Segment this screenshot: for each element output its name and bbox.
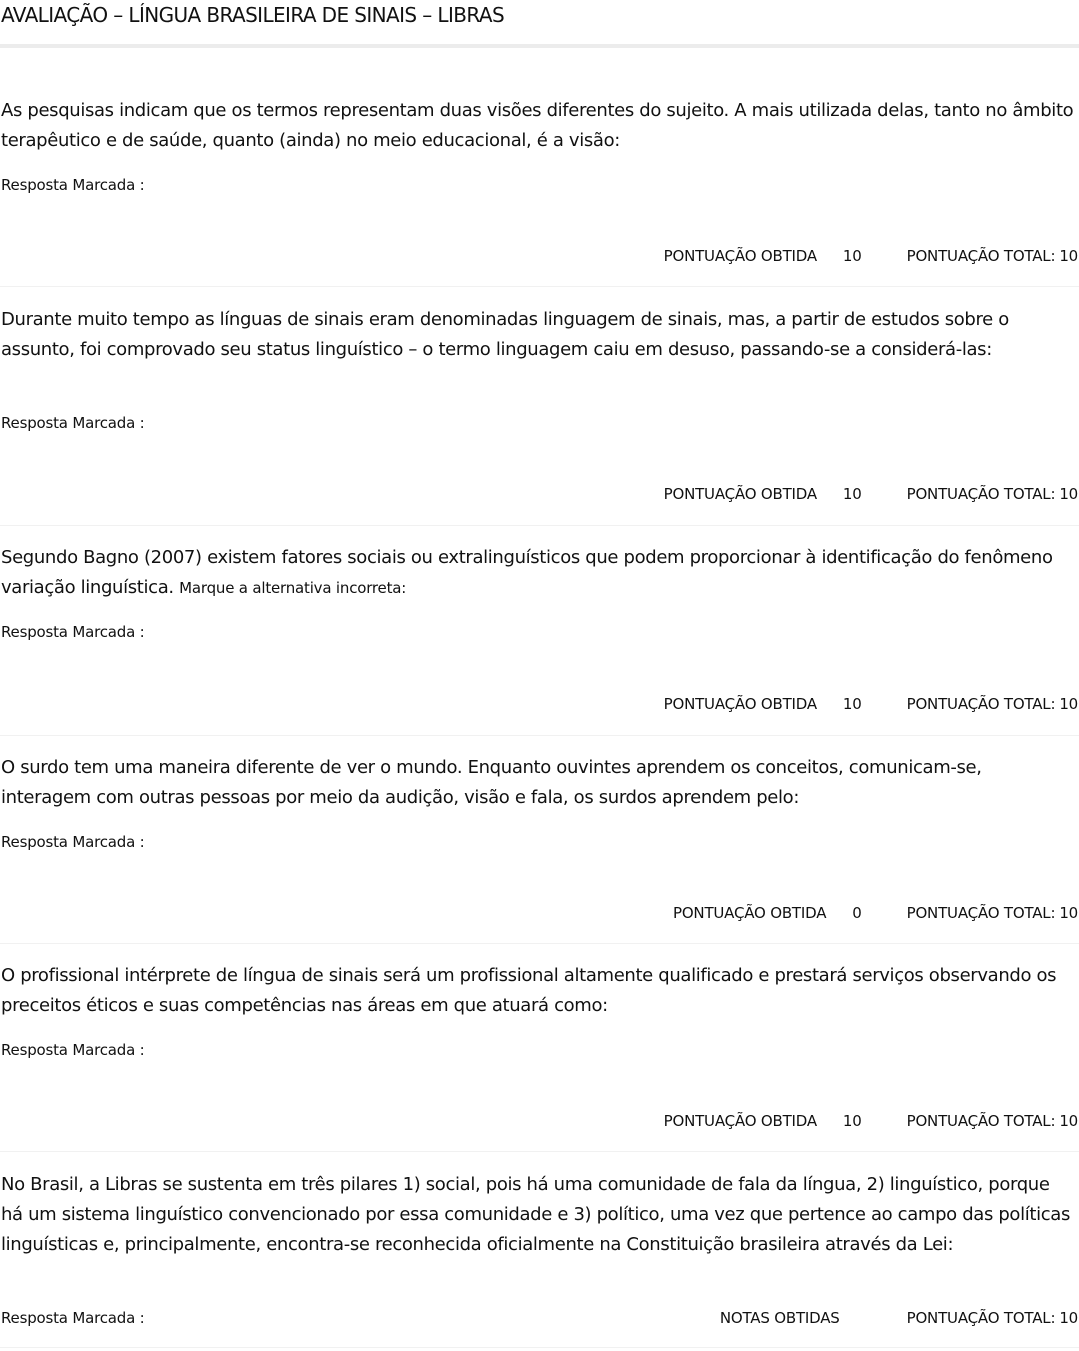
score-total-value: 10 [1059,1309,1078,1327]
answer-label: Resposta Marcada : [1,833,145,851]
score-obtained-value: 10 [842,247,862,265]
score-total-value: 10 [1059,247,1078,265]
score-row [664,1112,1078,1130]
score-row [664,247,1078,265]
score-obtained-label: PONTUAÇÃO OBTIDA [672,904,827,922]
question-divider [0,286,1079,287]
score-total-value: 10 [1059,485,1078,503]
question-divider [0,1151,1079,1152]
score-total-value: 10 [1059,1112,1078,1130]
score-total-value: 10 [1059,695,1078,713]
question-divider [0,1347,1079,1348]
answer-label: Resposta Marcada : [1,1309,145,1327]
question-text: As pesquisas indicam que os termos representam duas visões diferentes do sujeito. A mais utilizada delas, tanto no âmbito terapêutico e de saúde, quanto (ainda) no meio educacional, é a visão: [1,100,1074,151]
score-notes-label: NOTAS OBTIDAS [719,1309,840,1327]
answer-label: Resposta Marcada : [1,414,145,432]
score-obtained-value: 10 [842,485,862,503]
score-total-label: PONTUAÇÃO TOTAL: [906,904,1056,922]
score-row [664,695,1078,713]
page-title: AVALIAÇÃO – LÍNGUA BRASILEIRA DE SINAIS – LIBRAS [1,3,505,27]
score-total-label: PONTUAÇÃO TOTAL: [906,1309,1056,1327]
score-row [720,1309,1078,1327]
question-text: O profissional intérprete de língua de sinais será um profissional altamente qualificado e prestará serviços observando os preceitos éticos e suas competências nas áreas em que atuará como: [1,965,1057,1016]
score-obtained-label: PONTUAÇÃO OBTIDA [663,247,817,265]
score-total-label: PONTUAÇÃO TOTAL: [906,247,1056,265]
title-divider [0,44,1079,48]
question-text-main: Segundo Bagno (2007) existem fatores sociais ou extralinguísticos que podem proporcionar à identificação do fenômeno variação linguística. [1,547,1053,598]
score-obtained-label: PONTUAÇÃO OBTIDA [663,695,817,713]
question-text-instruction: Marque a alternativa incorreta: [179,579,407,597]
score-row [673,904,1078,922]
score-row [664,485,1078,503]
question-divider [0,525,1079,526]
question-text: Durante muito tempo as línguas de sinais eram denominadas linguagem de sinais, mas, a partir de estudos sobre o assunto, foi comprovado seu status linguístico – o termo linguagem caiu em desuso, passando-se a considerá-las: [1,309,1009,360]
score-total-value: 10 [1059,904,1078,922]
question-text: O surdo tem uma maneira diferente de ver o mundo. Enquanto ouvintes aprendem os conceitos, comunicam-se, interagem com outras pessoas por meio da audição, visão e fala, os surdos aprendem pelo: [1,757,982,808]
question-text: No Brasil, a Libras se sustenta em três pilares 1) social, pois há uma comunidade de fala da língua, 2) linguístico, porque há um sistema linguístico convencionado por essa comunidade e 3) político, uma vez que pertence ao campo das políticas linguísticas e, principalmente, encontra-se reconhecida oficialmente na Constituição brasileira através da Lei: [1,1174,1070,1255]
question-divider [0,943,1079,944]
score-obtained-value: 10 [842,695,862,713]
answer-label: Resposta Marcada : [1,1041,145,1059]
answer-label: Resposta Marcada : [1,623,145,641]
score-obtained-value: 10 [842,1112,862,1130]
score-total-label: PONTUAÇÃO TOTAL: [906,1112,1056,1130]
question-text [1,543,1075,603]
score-total-label: PONTUAÇÃO TOTAL: [906,695,1056,713]
question-divider [0,735,1079,736]
score-obtained-value: 0 [852,904,862,922]
score-obtained-label: PONTUAÇÃO OBTIDA [663,485,817,503]
score-total-label: PONTUAÇÃO TOTAL: [906,485,1056,503]
score-obtained-label: PONTUAÇÃO OBTIDA [663,1112,817,1130]
answer-label: Resposta Marcada : [1,176,145,194]
